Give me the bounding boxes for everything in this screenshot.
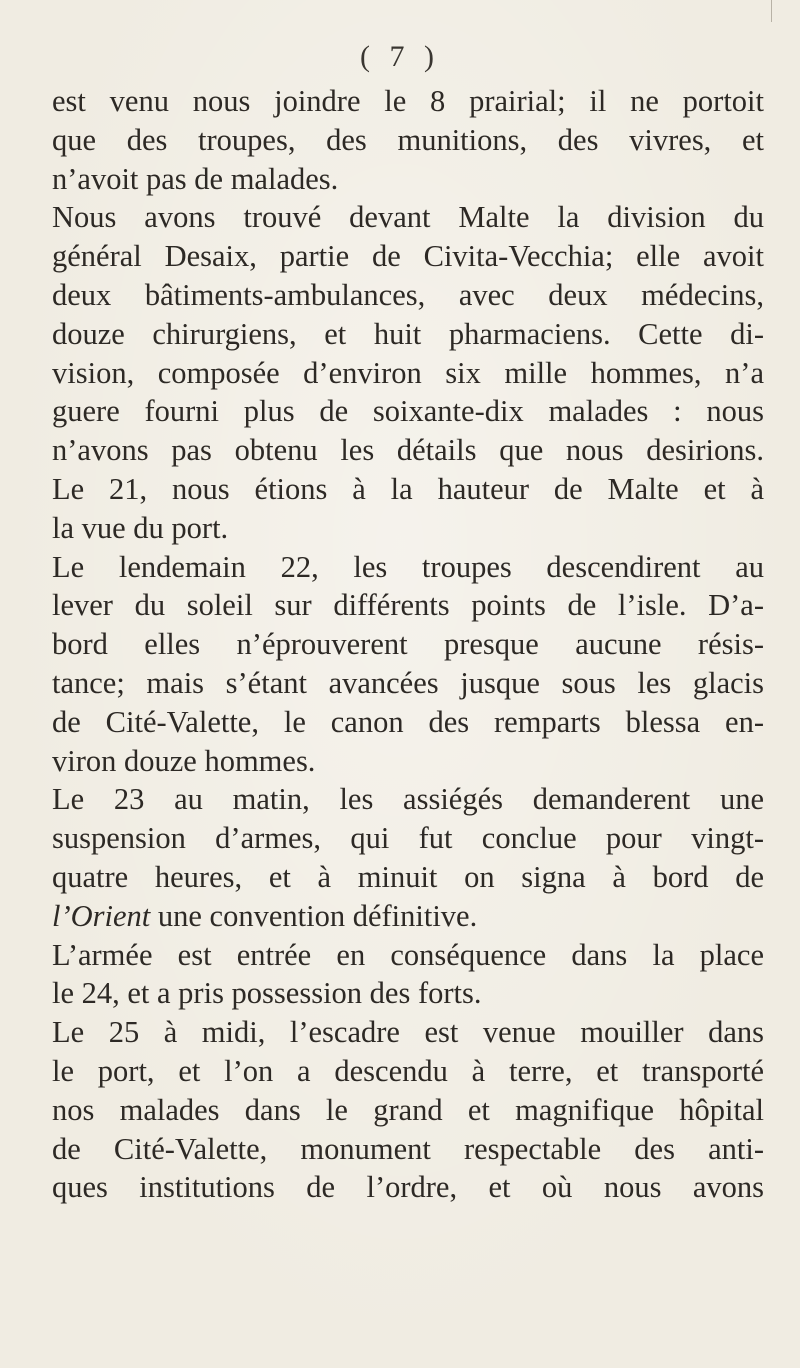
text-line: douze chirurgiens, et huit pharmaciens. Cette di- xyxy=(52,316,764,351)
text-line: le port, et l’on a descendu à terre, et transporté xyxy=(52,1053,764,1088)
text-line: Le lendemain 22, les troupes descendirent au xyxy=(52,549,764,584)
text-line: n’avons pas obtenu les détails que nous desirions. xyxy=(52,433,764,468)
text-line: est venu nous joindre le 8 prairial; il ne portoit xyxy=(52,84,764,118)
text-line: vision, composée d’environ six mille hommes, n’a xyxy=(52,355,764,390)
text-line: guere fourni plus de soixante-dix malades : nous xyxy=(52,394,764,429)
text-line: bord elles n’éprouverent presque aucune résis- xyxy=(52,627,764,662)
text-line: deux bâtiments-ambulances, avec deux médecins, xyxy=(52,277,764,312)
paper-edge-mark xyxy=(771,0,772,22)
text-line: ques institutions de l’ordre, et où nous avons xyxy=(52,1170,764,1205)
text-line xyxy=(52,897,764,936)
text-line: suspension d’armes, qui fut conclue pour vingt- xyxy=(52,821,764,856)
text-line: le 24, et a pris possession des forts. xyxy=(52,976,482,1011)
text-line: L’armée est entrée en conséquence dans la place xyxy=(52,937,764,972)
text-line: la vue du port. xyxy=(52,510,229,545)
page-number: ( 7 ) xyxy=(360,40,440,73)
text-line: nos malades dans le grand et magnifique hôpital xyxy=(52,1092,764,1127)
text-line: Le 25 à midi, l’escadre est venue mouiller dans xyxy=(52,1015,764,1050)
text-line: Nous avons trouvé devant Malte la division du xyxy=(52,200,764,235)
italic-ship-name: l’Orient xyxy=(52,898,151,933)
text-line: général Desaix, partie de Civita-Vecchia; elle avoit xyxy=(52,239,764,274)
text-line-continuation: une convention définitive. xyxy=(150,898,478,933)
text-line: de Cité-Valette, le canon des remparts blessa en- xyxy=(52,704,764,739)
text-line: Le 23 au matin, les assiégés demanderent une xyxy=(52,782,764,817)
text-line: de Cité-Valette, monument respectable des anti- xyxy=(52,1131,764,1166)
text-line: tance; mais s’étant avancées jusque sous les glacis xyxy=(52,665,764,700)
text-line: que des troupes, des munitions, des vivres, et xyxy=(52,122,764,157)
text-line: n’avoit pas de malades. xyxy=(52,161,339,196)
page-body-text xyxy=(52,82,764,1207)
text-line: quatre heures, et à minuit on signa à bord de xyxy=(52,859,764,894)
text-line: viron douze hommes. xyxy=(52,743,316,778)
text-line: Le 21, nous étions à la hauteur de Malte et à xyxy=(52,471,764,506)
text-line: lever du soleil sur différents points de l’isle. D’a- xyxy=(52,588,764,623)
